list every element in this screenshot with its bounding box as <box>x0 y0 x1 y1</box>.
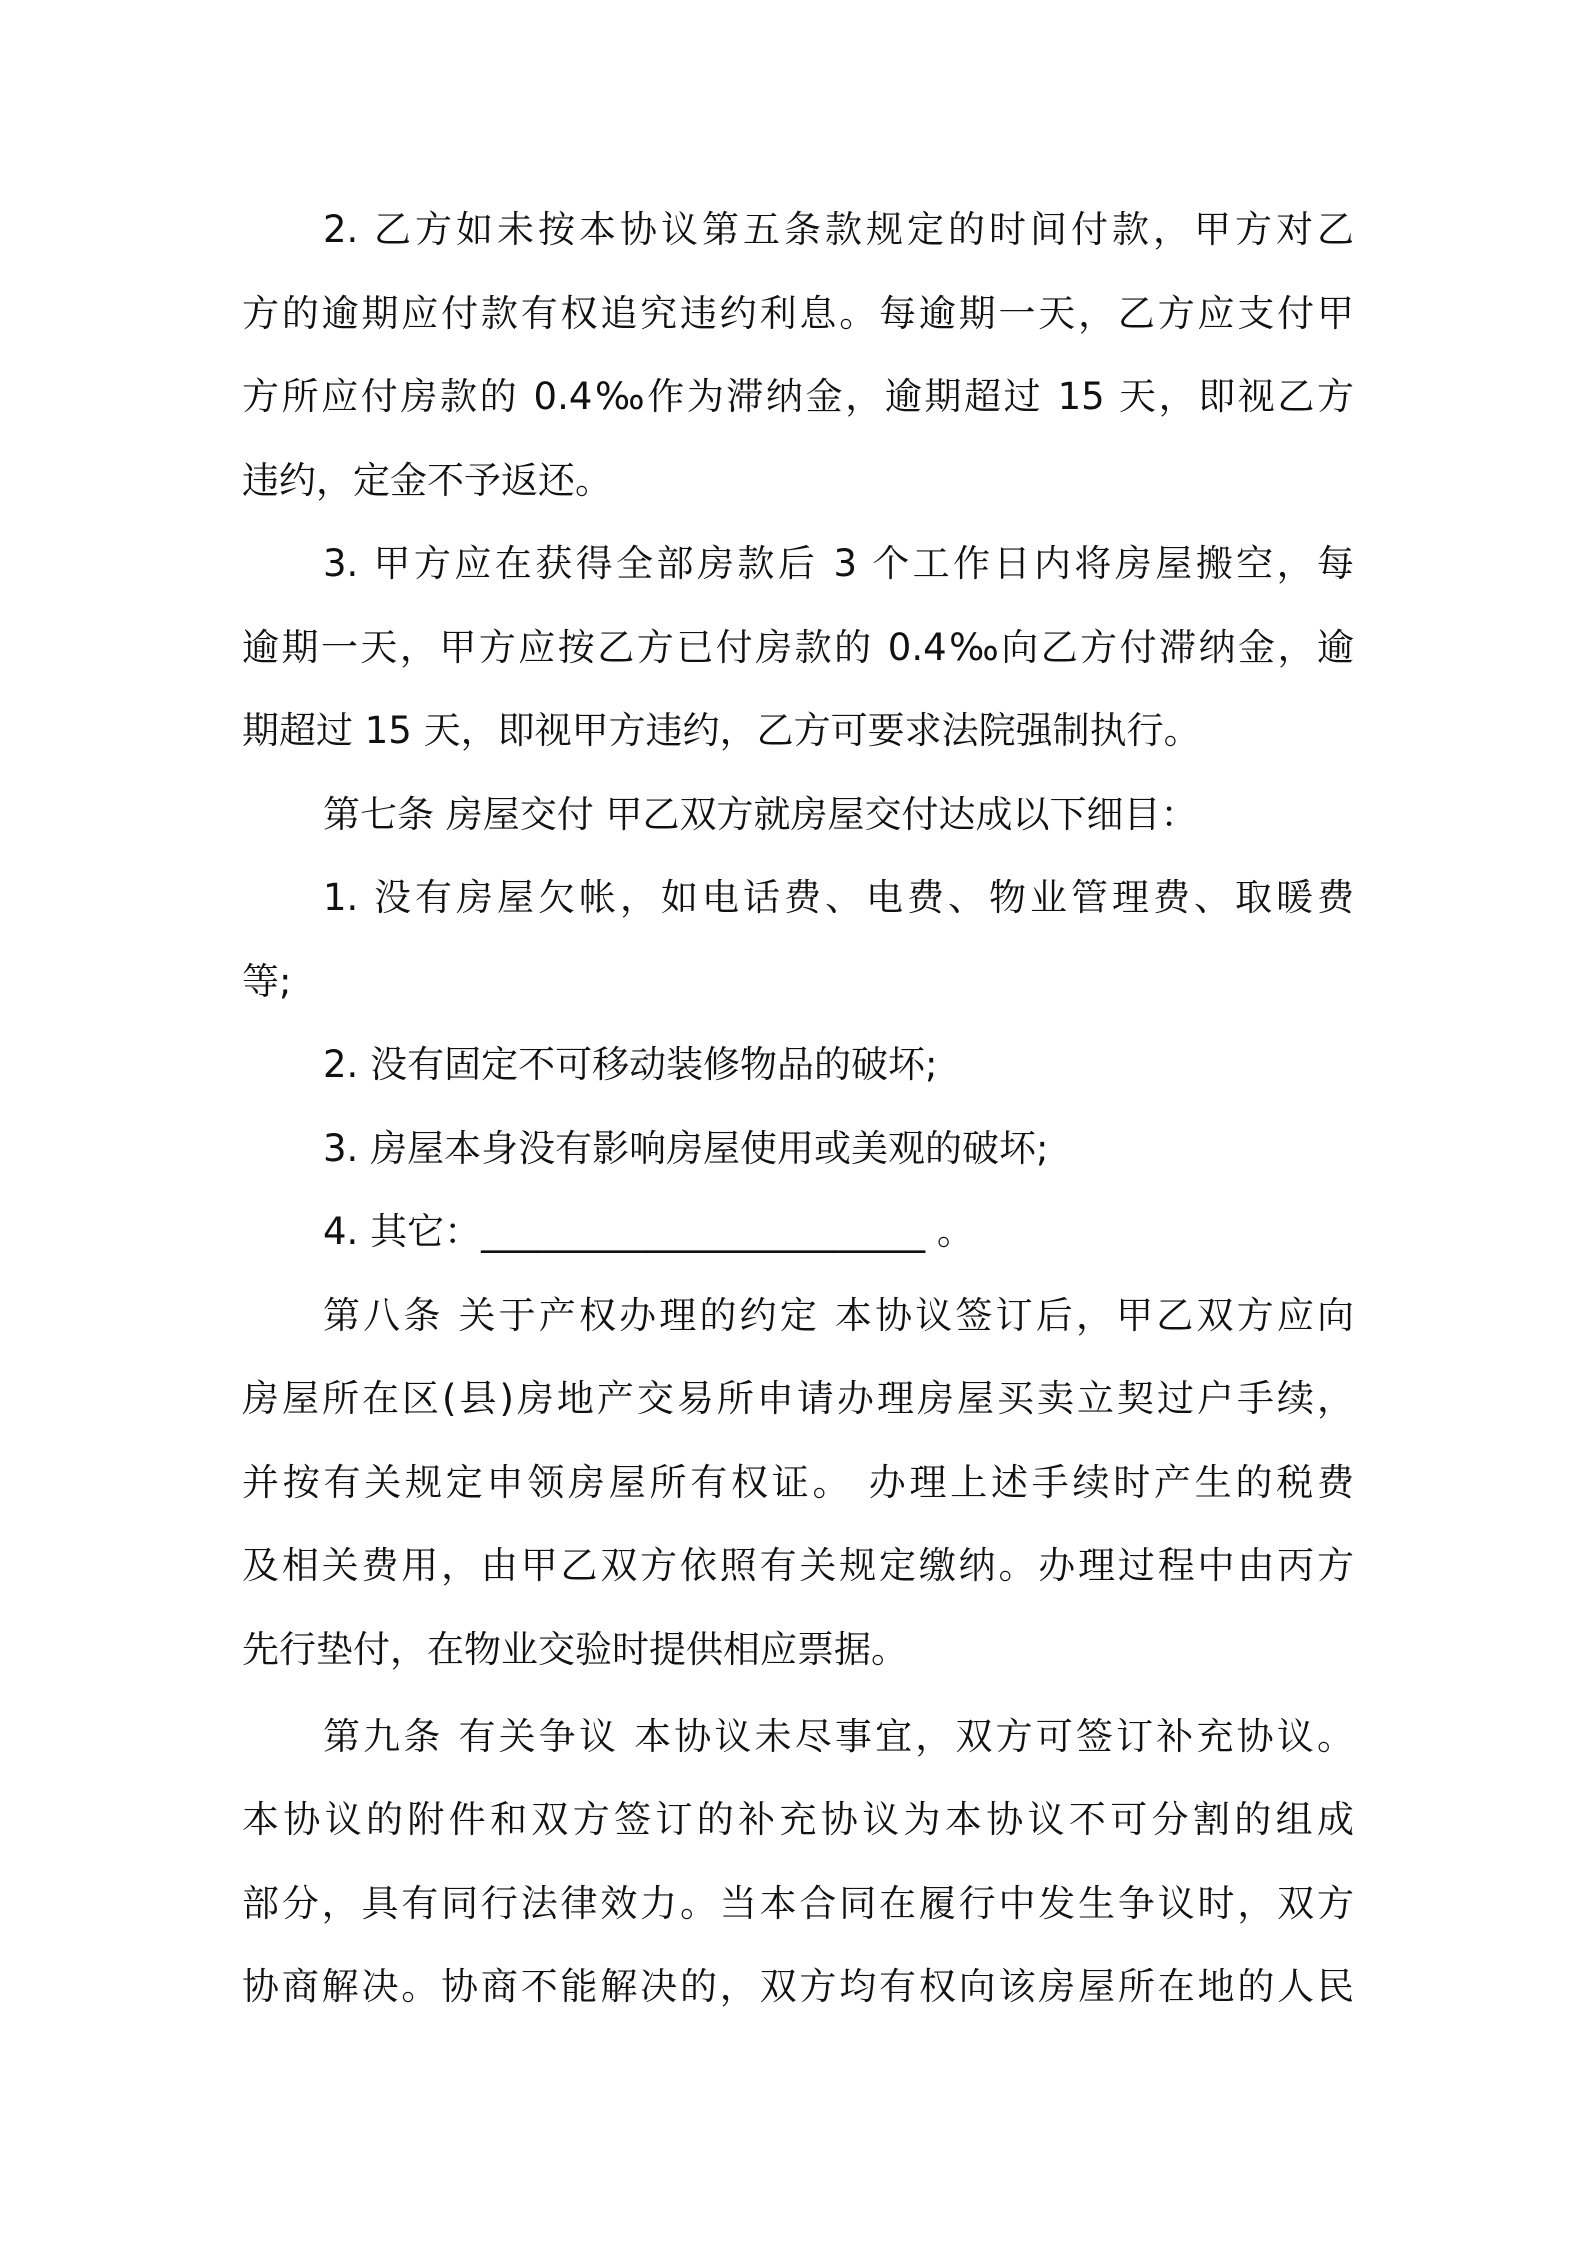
text-line: 3. 房屋本身没有影响房屋使用或美观的破坏; <box>323 1126 1049 1170</box>
text-line: 第七条 房屋交付 甲乙双方就房屋交付达成以下细目： <box>323 792 1198 836</box>
text-line: 并按有关规定申领房屋所有权证。 办理上述手续时产生的税费 <box>242 1460 1354 1504</box>
text-line: 房屋所在区(县)房地产交易所申请办理房屋买卖立契过户手续， <box>242 1377 1354 1420</box>
text-line: 第九条 有关争议 本协议未尽事宜，双方可签订补充协议。 <box>323 1714 1354 1758</box>
text-line: 等; <box>242 959 292 1003</box>
text-line: 3. 甲方应在获得全部房款后 3 个工作日内将房屋搬空，每 <box>323 542 1354 585</box>
text-line: 部分，具有同行法律效力。当本合同在履行中发生争议时，双方 <box>242 1881 1354 1925</box>
text-line: 协商解决。协商不能解决的，双方均有权向该房屋所在地的人民 <box>242 1965 1354 2008</box>
text-line: 1. 没有房屋欠帐，如电话费、电费、物业管理费、取暖费 <box>323 876 1354 919</box>
text-line: 2. 没有固定不可移动装修物品的破坏; <box>323 1043 938 1086</box>
text-line: 本协议的附件和双方签订的补充协议为本协议不可分割的组成 <box>242 1798 1354 1841</box>
text-line: 先行垫付，在物业交验时提供相应票据。 <box>242 1627 908 1671</box>
text-line: 方所应付房款的 0.4‰作为滞纳金，逾期超过 15 天，即视乙方 <box>242 375 1354 418</box>
text-line: 违约，定金不予返还。 <box>242 458 612 502</box>
text-line: 及相关费用，由甲乙双方依照有关规定缴纳。办理过程中由丙方 <box>242 1544 1354 1587</box>
text-line: 方的逾期应付款有权追究违约利息。每逾期一天，乙方应支付甲 <box>242 291 1354 335</box>
text-line: 期超过 15 天，即视甲方违约，乙方可要求法院强制执行。 <box>242 709 1201 752</box>
text-line: 逾期一天，甲方应按乙方已付房款的 0.4‰向乙方付滞纳金，逾 <box>242 625 1354 669</box>
text-line: 2. 乙方如未按本协议第五条款规定的时间付款，甲方对乙 <box>323 208 1354 251</box>
text-line: 第八条 关于产权办理的约定 本协议签订后，甲乙双方应向 <box>323 1293 1354 1337</box>
text-line: 4. 其它：________________________ 。 <box>323 1210 974 1253</box>
